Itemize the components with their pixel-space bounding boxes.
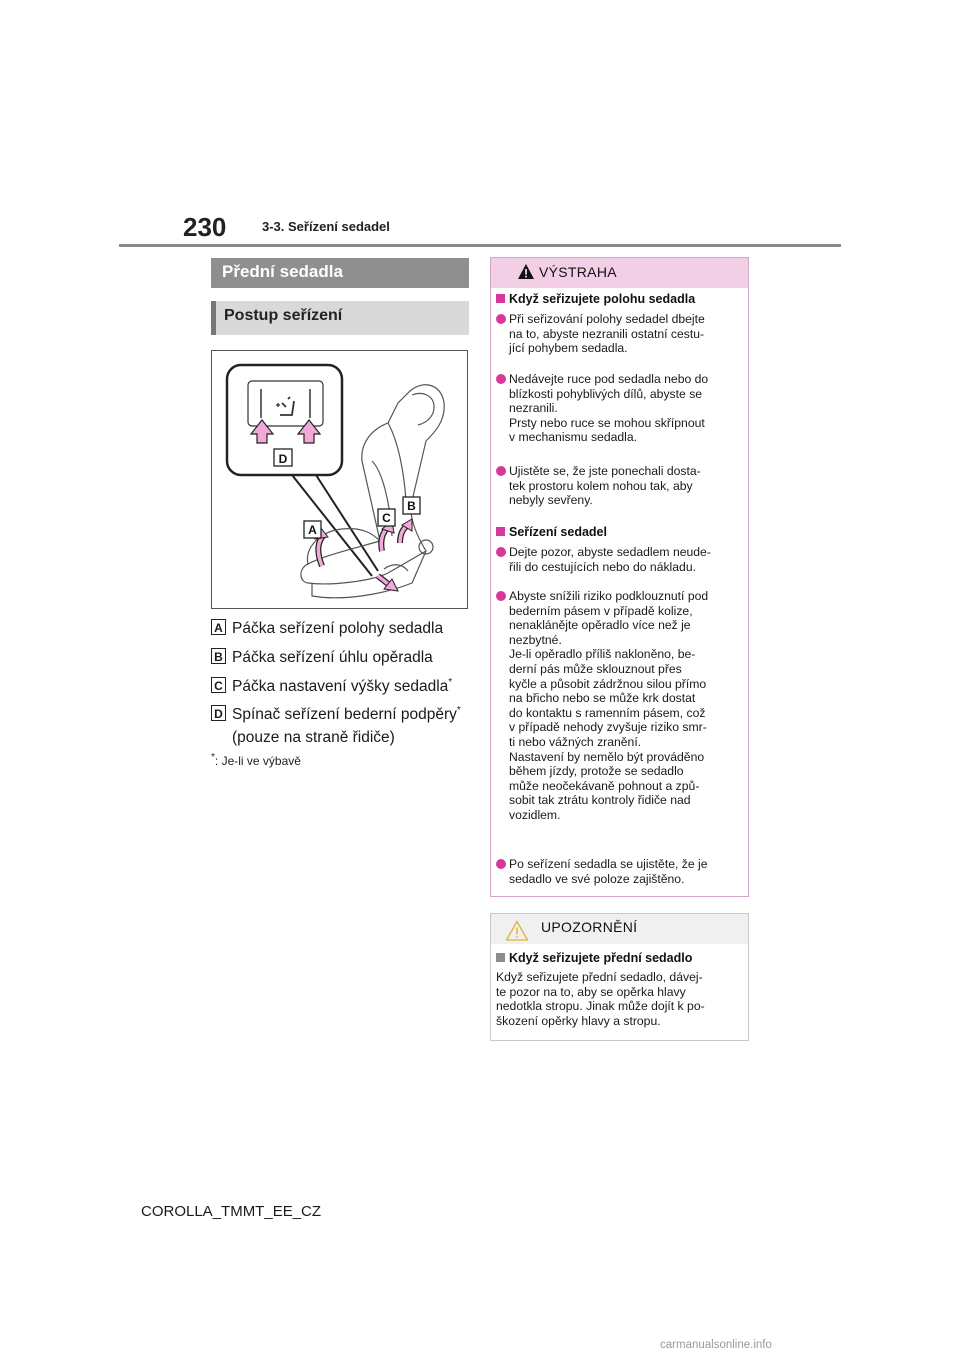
- heading-adjustment-label: Postup seřízení: [224, 307, 343, 324]
- bullet-dot-icon: [496, 591, 506, 601]
- legend-star-c: *: [448, 677, 453, 688]
- legend-item-d: [211, 705, 461, 724]
- warning-section1-title: [496, 292, 695, 306]
- warning-bullet-3-text: Ujistěte se, že jste ponechali dosta- tek prostoru kolem nohou tak, aby nebyly sevřeny.: [509, 464, 701, 508]
- svg-text:B: B: [407, 499, 416, 513]
- svg-text:D: D: [278, 452, 288, 466]
- bullet-dot-icon: [496, 466, 506, 476]
- warning-title: VÝSTRAHA: [539, 264, 617, 280]
- watermark: carmanualsonline.info: [660, 1339, 772, 1351]
- legend-item-d-line2: (pouze na straně řidiče): [232, 729, 395, 746]
- caution-section-title: [496, 951, 692, 965]
- square-bullet-icon: [496, 953, 505, 962]
- warning-bullet-1-text: Při seřizování polohy sedadel dbejte na to, abyste nezranili ostatní cestu- jící pohybem sedadla.: [509, 312, 705, 356]
- legend-item-c: [211, 677, 452, 696]
- warning-bullet-2-text: Nedávejte ruce pod sedadla nebo do blízkosti pohyblivých dílů, abyste se nezranili. Prsty nebo ruce se mohou skřípnout v mechanismu sedadla.: [509, 372, 709, 445]
- square-bullet-icon: [496, 527, 505, 536]
- footnote-text: : Je-li ve výbavě: [214, 754, 301, 768]
- bullet-dot-icon: [496, 547, 506, 557]
- document-code: COROLLA_TMMT_EE_CZ: [141, 1203, 322, 1220]
- bullet-dot-icon: [496, 314, 506, 324]
- warning-bullet-6: [496, 857, 748, 886]
- caution-section-label: Když seřizujete přední sedadlo: [509, 951, 693, 965]
- legend-label-d: Spínač seřízení bederní podpěry: [232, 706, 457, 724]
- legend-label-b: Páčka seřízení úhlu opěradla: [232, 649, 433, 666]
- legend-item-a: [211, 619, 443, 638]
- section-title: 3-3. Seřízení sedadel: [262, 219, 390, 234]
- legend-star-d: *: [456, 705, 461, 716]
- warning-bullet-2: [496, 372, 748, 445]
- svg-text:C: C: [382, 511, 391, 525]
- caution-body: Když seřizujete přední sedadlo, dávej- te pozor na to, aby se opěrka hlavy nedotkla stropu. Jinak může dojít k po- škození opěrky hlavy a stropu.: [496, 970, 705, 1028]
- legend-key-d: D: [211, 705, 226, 721]
- square-bullet-icon: [496, 294, 505, 303]
- svg-text:A: A: [308, 523, 317, 537]
- warning-section2-title: [496, 525, 607, 539]
- legend-key-c: C: [211, 677, 226, 693]
- heading-adjustment-procedure: [211, 301, 469, 335]
- warning-bullet-5-text: Abyste snížili riziko podklouznutí pod bederním pásem v případě kolize, nenaklánějte opěradlo více než je nezbytné. Je-li opěradlo příliš nakloněno, be- derní pás může sklouznout přes kyčle a působit zádržnou silou přímo na břicho nebo se může krk dostat do kontaktu s ramenním pásem, což v případě nehody zvyšuje riziko smr- ti nebo vážných zranění. Nastavení by nemělo být prováděno během jízdy, protože se sedadlo může neočekávaně pohnout a způ- sobit tak ztrátu kontroly řidiče nad vozidlem.: [509, 589, 709, 822]
- heading-front-seats: Přední sedadla: [211, 258, 469, 288]
- page-number: 230: [183, 212, 227, 242]
- legend-label-a: Páčka seřízení polohy sedadla: [232, 620, 444, 637]
- bullet-dot-icon: [496, 859, 506, 869]
- heading-accent-bar: [211, 301, 216, 335]
- warning-bullet-5: [496, 589, 748, 823]
- warning-triangle-icon: [517, 263, 535, 285]
- bullet-dot-icon: [496, 374, 506, 384]
- warning-section2-label: Seřízení sedadel: [509, 525, 607, 539]
- lumbar-switch-inset: [227, 365, 342, 475]
- legend-key-b: B: [211, 648, 226, 664]
- caution-title: UPOZORNĚNÍ: [541, 919, 638, 935]
- legend-label-c: Páčka nastavení výšky sedadla: [232, 678, 449, 696]
- legend-item-b: [211, 648, 433, 667]
- warning-bullet-6-text: Po seřízení sedadla se ujistěte, že je sedadlo ve své poloze zajištěno.: [509, 857, 708, 886]
- header-rule: [119, 244, 841, 247]
- warning-bullet-4-text: Dejte pozor, abyste sedadlem neude- řili do cestujících nebo do nákladu.: [509, 545, 711, 574]
- warning-section1-label: Když seřizujete polohu sedadla: [509, 292, 696, 306]
- warning-bullet-3: [496, 464, 748, 508]
- warning-bullet-1: [496, 312, 748, 356]
- footnote-star: *: [211, 752, 215, 763]
- warning-bullet-4: [496, 545, 748, 574]
- seat-illustration: [211, 350, 468, 609]
- caution-triangle-icon: [505, 920, 529, 946]
- legend-key-a: A: [211, 619, 226, 635]
- footnote: [211, 752, 301, 768]
